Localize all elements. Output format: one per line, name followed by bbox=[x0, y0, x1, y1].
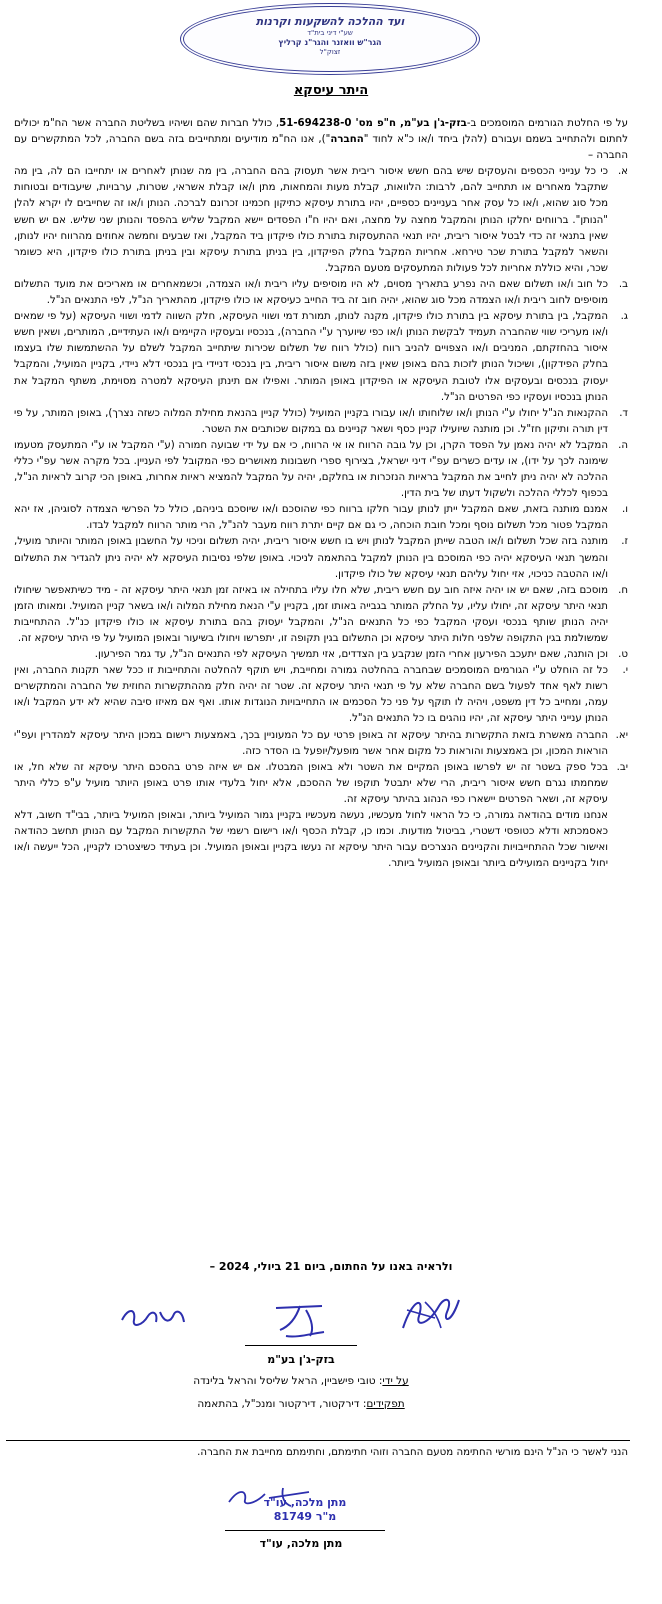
seal-line-4: זצוק"ל bbox=[319, 48, 341, 56]
lawyer-stamp-license: מ"ר 81749 bbox=[273, 1510, 337, 1523]
clause-letter: א. bbox=[617, 166, 628, 178]
roles-value: : דירקטור, דירקטור ומנכ"ל, בהתאמה bbox=[197, 1398, 367, 1410]
clause-letter: יא. bbox=[615, 729, 628, 741]
clause bbox=[14, 728, 628, 760]
document-title: היתר עיסקא bbox=[293, 83, 369, 98]
signature-1 bbox=[395, 1288, 465, 1338]
clause-letter: ט. bbox=[618, 649, 628, 661]
clause-text: מוסכם בזה, שאם יש או יהיה איזה חוב עם חשש ריבית, שלא חלו עליו בתחילה או באיזה זמן תנאי היתר עיסקא זה - מיד כשיתאפשר שיחולו תנאי היתר עיסקא זה, יחולו עליו, על החלק המותר בגבייה באותו זמן, בקניין ע"י הנאת מחילת המלוה ו/או בשאר קניין המועיל. ומאותו הזמן יהיה הנותן שותף בנכסי ועסקי המקבל כפי כל התנאים הנ"ל, והמקבל יעסוק בהם בתורת עיסקא או כולו פיקדון כנ"ל. ההתחייבות שמשולמת בגין התקופה שלפני חלות היתר עיסקא וכן התשלום בגין תקופה זו, יתפרשו ויחולו בשיעור ובאופן המועיל על פי היתר עיסקא זה. bbox=[14, 584, 608, 644]
signed-by-names: : טובי פישביין, הראל שליסל והראל בלינדה bbox=[193, 1375, 383, 1387]
roles bbox=[0, 1398, 602, 1410]
clause-letter: יב. bbox=[616, 761, 628, 773]
clause bbox=[14, 760, 628, 808]
clause bbox=[14, 534, 628, 582]
clause-text: המקבל לא יהיה נאמן על הפסד הקרן, וכן על גובה הרווח או אי הרווח, כי אם על ידי שבועה חמורה (ע"י המקבל או ע"י המתעסק מטעמו שימונה לכך על ידו), או עדים כשרים עפ"י דיני ישראל, בצירוף ספרי חשבונות מאושרים כפי המקובל לפי העניין. בכל מקרה אשר עפ"י כללי ההלכה לא יהיה ניתן לחייב את המקבל בראיות הנזכרות או בחלקם, יהיה על המקבל להמציא ראיות אחרות, באופן הכי קרוב לראיות הנ"ל, בכפוף לכללי ההלכה ולשקול דעתו של בית הדין. bbox=[14, 439, 608, 500]
company-name: בזק-ג'ן בע"מ bbox=[267, 1353, 335, 1366]
clause bbox=[14, 309, 628, 406]
clause bbox=[14, 502, 628, 534]
clause-letter: ו. bbox=[621, 504, 628, 516]
clause-text: בכל ספק בשטר זה יש לפרשו באופן המקיים את השטר ולא באופן המבטלו. אם יש איזה פרט בהסכם היתר עיסקא זה שלא חל, או שמחמתו נגרם חשש איסור ריבית, הרי שלא יתבטל תוקפו של ההסכם, אלא יחול בלעדי אותו פרט באופן היותר מועיל ע"פ כללי היתר עיסקא זה, ושאר הפרטים יישארו כפי הנהוג בהיתר עיסקא זה. bbox=[14, 761, 608, 805]
document-body bbox=[14, 116, 628, 872]
clause-text: וכן הותנה, שאם יתעכב הפירעון אחרי הזמן שנקבע בין הצדדים, אזי תמשיך העיסקא לפי התנאים הנ"ל, עד גמר הפירעון. bbox=[94, 649, 608, 661]
clause-text: כל זה הוחלט ע"י הגורמים המוסמכים שבחברה בהחלטה גמורה ומחייבת, ויש תוקף להחלטה והתחייבות זו ככל שאר תקנות החברה, ואין רשות לאף אחד לפעול בשם החברה שלא על פי תנאי היתר עיסקא זה. שטר זה יהיה חלק מההתקשרות החוזית של החברה והמתקשרים עמה, ומחייב כל דין משפט, ויהיה לו תוקף על פני כל הסכמים או התחייבויות הנוגדות אותו. ואף אם מאיזו סיבה שהיא לא ידע המקבל ו/או הנותן ענייני היתר עיסקא זה, יהיו נוהגים בו כל התנאים הנ"ל. bbox=[14, 665, 608, 725]
kashrut-seal bbox=[180, 3, 480, 75]
clause bbox=[14, 438, 628, 502]
intro-part-1: על פי החלטת הגורמים המוסמכים ב- bbox=[466, 118, 628, 129]
lawyer-name: מתן מלכה, עו"ד bbox=[259, 1537, 343, 1550]
clause-letter: ב. bbox=[618, 278, 628, 290]
clause-letter: י. bbox=[622, 665, 628, 677]
clause bbox=[14, 647, 628, 663]
clause bbox=[14, 164, 628, 277]
attestation-text: הנני לאשר כי הנ"ל הינם מורשי החתימה מטעם החברה וזוהי חתימתם, וחתימתם מחייבת את החברה. bbox=[197, 1447, 628, 1458]
clause-letter: ה. bbox=[618, 439, 628, 451]
lawyer-stamp-name: מתן מלכה, עו"ד bbox=[263, 1496, 347, 1509]
intro-paragraph bbox=[14, 116, 628, 164]
clause-letter: ח. bbox=[618, 584, 628, 596]
seal-line-3: הגר"ש וואזנר והגר"נ קרליץ bbox=[278, 38, 382, 47]
clause-text: החברה מאשרת בזאת התקשרות בהיתר עיסקא זה באופן פרטי עם כל המעוניין בכך, באמצעות רישום במכון היתר עיסקא למהדרין ועפ"י הוראות המכון, וכן באמצעות והוראות כל מקום אחר אשר מופעל/יופעל בו הסדר כזה. bbox=[14, 729, 608, 757]
clause-text: כל חוב ו/או תשלום שאם היה נפרע בתאריך מסוים, לא היו מוסיפים עליו ריבית ו/או הצמדה, וכשמאחרים או מאריכים את מועד התשלום מוסיפים לחוב ריבית ו/או הצמדה מכל סוג שהוא, יהיה חוב זה ביד החייב כעיסקא או כולו פיקדון, מהתאריך הנ"ל, לפי התנאים הנ"ל. bbox=[14, 278, 608, 307]
closing-paragraph: אנחנו מודים בהודאה גמורה, כי כל הראוי לחול מעכשיו, נעשה מעכשיו בקניין גמור המועיל ביותר, ובאופן המועיל ביותר, בבי"ד חשוב, דלא כאסמכתא ודלא כטופסי דשטרי, בביטול מודעות. וכמו כן, קבלת הכסף ו/או רישום רשמי של התקשרות המקבל עם הנותן תחשב כהודאה ואישור שכל ההתחייבויות והקניינים הנצרכים עבור היתר עיסקא זה נעשו בקניין ובאופן המועיל. וכן בעתיד כשיצטרכו לקניין, הכל ייעשה ו/או יחול בקניינים המועילים ביותר ובאופן המועיל ביותר. bbox=[14, 810, 608, 870]
defined-term: החברה bbox=[330, 134, 364, 146]
intro-part-3: "), אנו הח"מ מודיעים ומתחייבים בזה בשם החברה, לכל המתקשרים עם החברה – bbox=[14, 134, 628, 162]
clause-text: המקבל, בין בתורת עיסקא בין בתורת כולו פיקדון, מקנה לנותן, תמורת דמי ושווי העיסקא, חלק השווה לדמי ושווי העיסקא (על פי שמאים ו/או מעריכי שווי שהחברה תעמיד לבקשת הנותן ו/או כפי שיוערך ע"י החברה), בנכסיו ובעסקיו הקיימים ו/או העתידיים, המותרים, ושאין חשש איסור בהחזקתם, המניבים ו/או הצפויים להניב רווח (כולל רווח של תשלום שכירות שיתחייב המקבל לשלם על ההשתמשות שלו בעצמו בחלק הפידקון), ושיכול הנותן לזכות בהם באופן שאין בזה משום איסור ריבית, בין בנכסי דניידי בין בנכסי דלא ניידי, בקניין המועיל, והמקבל יעסוק בנכסים ובעסקים אלו לטובת העיסקא או הפיקדון באופן המותר. ואפילו אם תינתן העיסקא למטרה מסוימת, משתף המקבל את הנותן בנכסיו ועסקיו כפי הפרטים הנ"ל. bbox=[14, 311, 608, 403]
seal-line-1: ועד ההלכה להשקעות וקרנות bbox=[255, 15, 405, 28]
clause-letter: ז. bbox=[621, 536, 628, 548]
clause bbox=[14, 583, 628, 647]
clause bbox=[14, 406, 628, 438]
roles-label: תפקידים bbox=[366, 1398, 405, 1410]
signing-date-line: ולראיה באנו על החתום, ביום 21 ביולי, 2024 – bbox=[209, 1260, 453, 1273]
intro-part-2: , כולל חברות שהם ושיהיו בשליטת החברה אשר הח"מ יכולים לחתום ולהתחייב בשמם ועבורם (להלן ביחד ו/או כ"א לחוד " bbox=[14, 118, 628, 146]
seal-line-2: שע"י דיני בית"ד bbox=[307, 29, 353, 37]
clause-text: מותנה בזה שכל תשלום ו/או הטבה שייתן המקבל לנותן ויש בו חשש איסור ריבית, יהיה תשלום וניכוי על החשבון באופן המותר והיותר מועיל, והמשך תנאי העיסקא יהיה כפי המוסכם בין הנותן למקבל בהתאמה לניכוי. באופן שלפי נסיבות העיסקא לא יהיה ניתן להגדיר את התשלום ו/או ההטבה כניכוי, אזי יחול עליהם תנאי עיסקא של כולו פיקדון. bbox=[14, 536, 608, 580]
clause-text: כי כל ענייני הכספים והעסקים שיש בהם חשש איסור ריבית אשר תעסוק בהם החברה, בין מה שנותן לאחרים או יתחייבו הם לה, בין מה שתקבל מאחרים או תתחייב להם, לרבות: הלוואות, קבלת מעות והמחאות, מתן ו/או קבלת אשראי, שטרות, ערבויות, שיעבודים ובטוחות מכל סוג שהוא, ו/או כל עסק אחר בעניינים כספיים, יהיו בתורת עיסקא כתיקון חכמינו זכרונם לברכה. הנותן ו/או זה שחייבים לו יקרא להלן "הנותן". ברווחים יחלקו הנותן והמקבל מחצה על מחצה, ואם יהיו ח"ו הפסדים יישא המקבל שליש בהפסד והנותן שני שליש. אם יש חשש שאין בתנאי זה כדי לבטל איסור ריבית, יהיו תנאי ההתעסקות בתורת כולו פיקדון ביד המקבל, ואז שבעים וחמשה אחוזים מהרווח יהיו לנותן, והשאר למקבל בתורת שכר טירחא. אחריות המקבל בחלק הפיקדון, בין בניתן בתורת עיסקא ובין בניתן בתורת כולו פיקדון, היא כשומר שכר, והיא כוללת אחריות לכל פעולות המתעסקים מטעם המקבל. bbox=[14, 166, 608, 274]
signature-2 bbox=[270, 1296, 330, 1341]
signature-3 bbox=[118, 1302, 188, 1334]
lawyer-signature-line bbox=[225, 1530, 385, 1531]
company-id: בזק-ג'ן בע"מ, ח"פ מס' 51-694238-0 bbox=[279, 118, 467, 129]
signature-line bbox=[245, 1345, 357, 1346]
signed-by bbox=[0, 1375, 602, 1387]
clause-text: ההקנאות הנ"ל יחולו ע"י הנותן ו/או שלוחותו ו/או עבורו בקניין המועיל (כולל קניין בהנאת מחילת המלוה כשזה נצרך), באופן המותר, על פי דין תורה ותיקון חז"ל. וכן מותנה שיועילו קניין כסף ושאר קניינים גם במקום שכותבים את השטר. bbox=[14, 407, 608, 435]
divider bbox=[6, 1440, 630, 1441]
clause-letter: ג. bbox=[620, 311, 628, 323]
lawyer-stamp bbox=[235, 1496, 375, 1524]
clause-letter: ד. bbox=[619, 407, 628, 419]
clause bbox=[14, 277, 628, 309]
signed-by-label: על ידי bbox=[382, 1375, 409, 1387]
clause-text: אמנם מותנה בזאת, שאם המקבל ייתן לנותן עבור חלקו ברווח כפי שהוסכם ו/או שיוסכם ביניהם, כולל כל הפרשי הצמדה לסוגיהן, אז יהא המקבל פטור מכל תשלום נוסף ומכל חובת הוכחה, כי גם אם קיים יתרת רווח מעבר להנ"ל, הרי מותר הרווח למקבל לבדו. bbox=[14, 504, 608, 532]
clause bbox=[14, 663, 628, 727]
